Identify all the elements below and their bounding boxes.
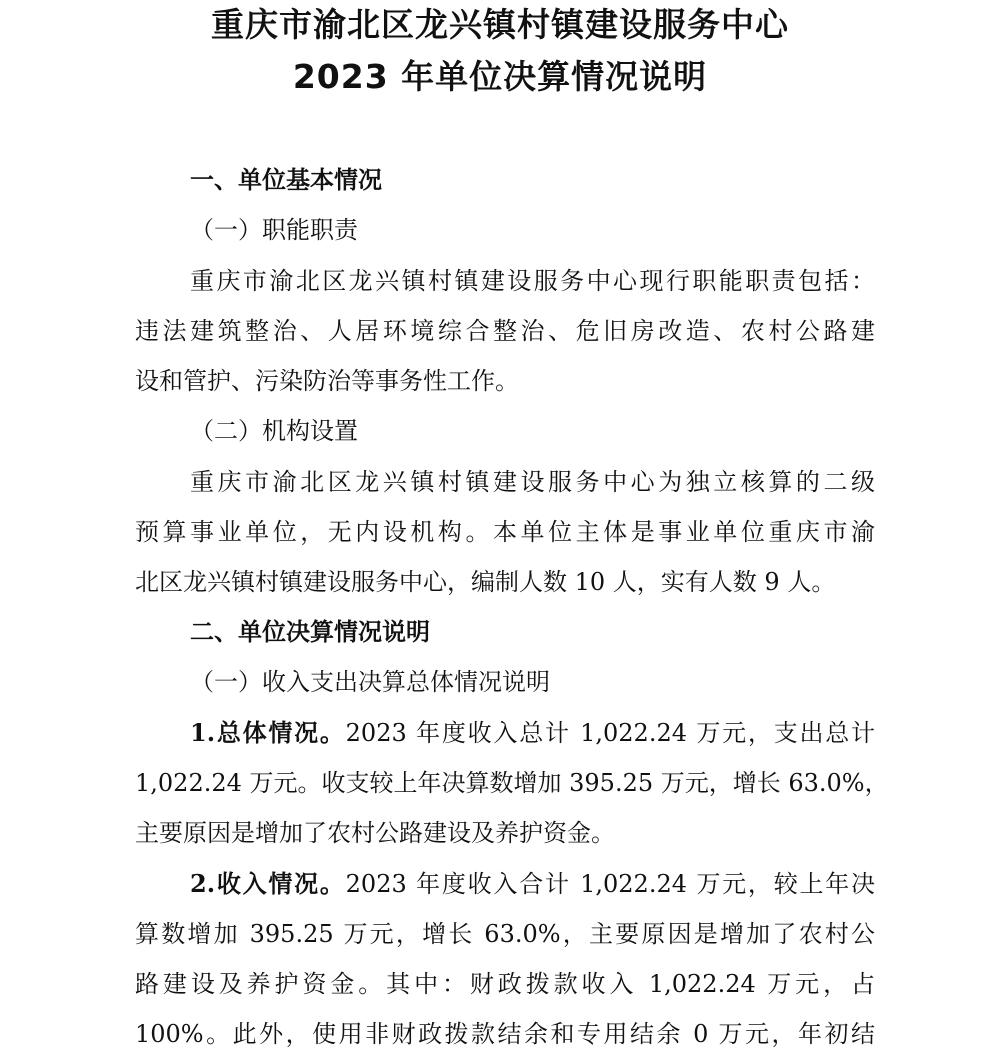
paragraph-line: [190, 718, 875, 748]
document-title-line-1: 重庆市渝北区龙兴镇村镇建设服务中心: [211, 5, 789, 44]
paragraph-line: 重庆市渝北区龙兴镇村镇建设服务中心现行职能职责包括：: [190, 267, 875, 295]
paragraph-line: 重庆市渝北区龙兴镇村镇建设服务中心为独立核算的二级: [190, 468, 875, 496]
section-2-sub-1-heading: （一）收入支出决算总体情况说明: [190, 668, 550, 696]
paragraph-line: 北区龙兴镇村镇建设服务中心，编制人数 10 人，实有人数 9 人。: [135, 568, 836, 596]
section-1-heading: 一、单位基本情况: [190, 166, 382, 194]
document-title-line-2: 2023 年单位决算情况说明: [292, 57, 708, 96]
paragraph-line: 路建设及养护资金。其中：财政拨款收入 1,022.24 万元，占: [135, 970, 875, 998]
paragraph-line: 1,022.24 万元。收支较上年决算数增加 395.25 万元，增长 63.0%，: [135, 769, 889, 797]
paragraph-lead: 2.收入情况。: [190, 869, 346, 898]
paragraph-line: [190, 869, 875, 899]
paragraph-line: 违法建筑整治、人居环境综合整治、危旧房改造、农村公路建: [135, 317, 875, 345]
paragraph-lead: 1.总体情况。: [190, 718, 346, 747]
paragraph-line: 算数增加 395.25 万元，增长 63.0%，主要原因是增加了农村公: [135, 920, 875, 948]
paragraph-text: 2023 年度收入合计 1,022.24 万元，较上年决: [345, 870, 875, 898]
paragraph-line: 设和管护、污染防治等事务性工作。: [135, 367, 519, 395]
section-1-sub-2-heading: （二）机构设置: [190, 417, 358, 445]
paragraph-line: 预算事业单位，无内设机构。本单位主体是事业单位重庆市渝: [135, 518, 875, 546]
section-1-sub-1-heading: （一）职能职责: [190, 216, 358, 244]
section-2-heading: 二、单位决算情况说明: [190, 618, 430, 646]
paragraph-text: 2023 年度收入总计 1,022.24 万元，支出总计: [345, 719, 875, 747]
paragraph-line: 主要原因是增加了农村公路建设及养护资金。: [135, 819, 615, 847]
paragraph-line: 100%。此外，使用非财政拨款结余和专用结余 0 万元，年初结: [135, 1020, 875, 1048]
